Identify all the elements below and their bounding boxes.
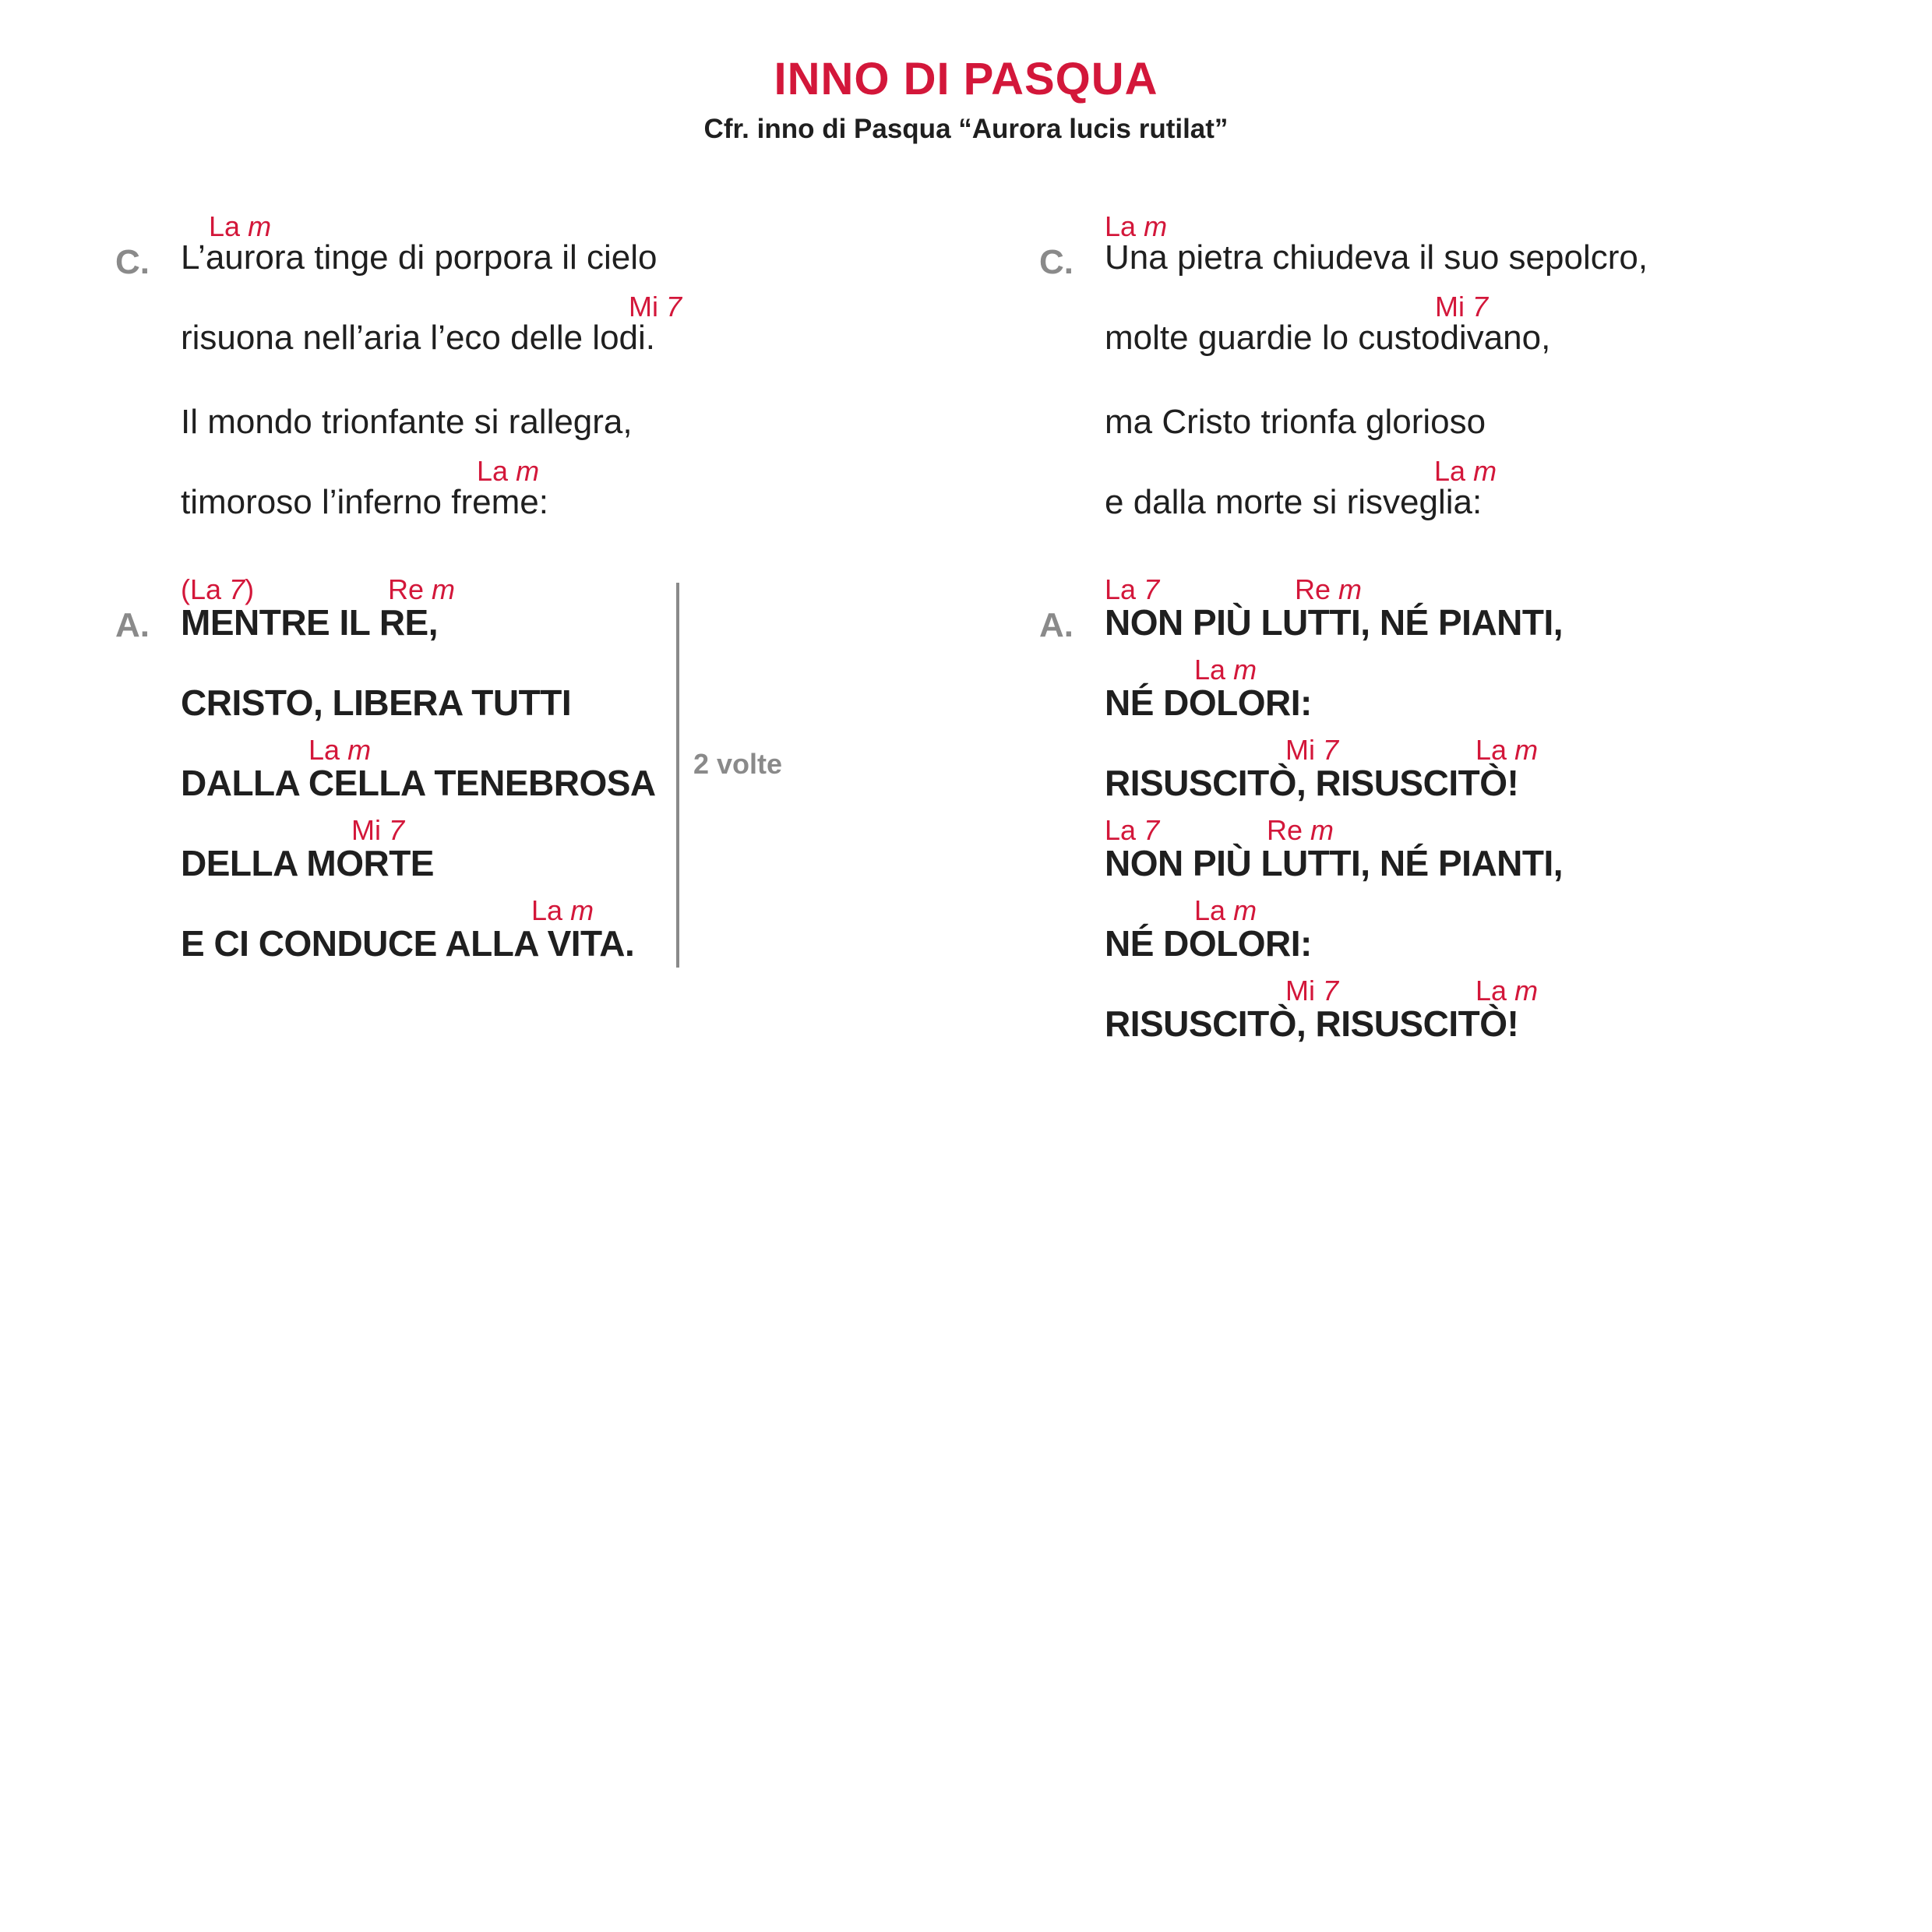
assembly-label: A. [1039,606,1074,644]
chord: La m [1475,734,1539,766]
refrain-line [1105,573,1932,654]
lyric-line: MENTRE IL RE, [181,602,439,643]
refrain-line [181,734,1038,815]
refrain-line [1105,894,1932,975]
refrain-line [181,894,1038,975]
chord: La m [477,455,540,487]
lyric-line: NON PIÙ LUTTI, NÉ PIANTI, [1105,843,1564,883]
chord: Mi 7 [1435,291,1489,323]
refrain-line [181,814,1038,895]
repeat-bracket [676,583,679,968]
repeat-label: 2 volte [693,748,783,780]
verse-line [1105,210,1932,291]
song-title: INNO DI PASQUA [774,54,1158,104]
chord: Mi 7 [1285,734,1339,766]
lyric-line: NÉ DOLORI: [1105,682,1312,723]
chord: La m [209,210,272,242]
verse-line [1105,375,1932,456]
cantor-label: C. [1039,243,1074,281]
chord: La m [1475,975,1539,1007]
refrain-line [1105,814,1932,895]
chord: La m [1194,654,1257,686]
lyric-line: E CI CONDUCE ALLA VITA. [181,923,635,964]
chord: Mi 7 [1285,975,1339,1007]
chord: La m [1194,894,1257,926]
refrain-line [1105,654,1932,735]
lyric-line: ma Cristo trionfa glorioso [1105,403,1486,441]
lyric-line: NON PIÙ LUTTI, NÉ PIANTI, [1105,602,1564,643]
chord: Re m [1267,814,1334,846]
lyric-line: DALLA CELLA TENEBROSA [181,763,656,803]
chord: Mi 7 [629,291,682,323]
lyric-line: molte guardie lo custodivano, [1105,319,1551,357]
verse-line [181,375,1038,456]
chord: La m [531,894,594,926]
chord: La m [308,734,372,766]
chord: Re m [1295,573,1363,605]
verse-line [1105,291,1932,372]
verse-line [181,210,1038,291]
verse-line [181,291,1038,372]
lyric-line: Il mondo trionfante si rallegra, [181,403,633,441]
refrain-line [181,573,1038,654]
lyric-line: risuona nell’aria l’eco delle lodi. [181,319,656,357]
chord: La m [1105,210,1168,242]
song-subtitle: Cfr. inno di Pasqua “Aurora lucis rutilat” [703,114,1229,144]
lyric-line: DELLA MORTE [181,843,434,883]
refrain-line [1105,734,1932,815]
lyric-line: RISUSCITÒ, RISUSCITÒ! [1105,763,1519,803]
lyric-line: e dalla morte si risveglia: [1105,483,1482,521]
verse-line [1105,455,1932,536]
lyric-line: L’aurora tinge di porpora il cielo [181,238,658,277]
verse-line [181,455,1038,536]
lyric-line: CRISTO, LIBERA TUTTI [181,682,572,723]
refrain-line [1105,975,1932,1056]
cantor-label: C. [115,243,150,281]
chord: La m [1434,455,1497,487]
chord: La 7 [1105,573,1160,605]
chord: Re m [388,573,456,605]
chord: Mi 7 [351,814,405,846]
chord: (La 7) [181,573,255,605]
assembly-label: A. [115,606,150,644]
lyric-line: Una pietra chiudeva il suo sepolcro, [1105,238,1648,277]
refrain-line [181,654,1038,735]
lyric-line: RISUSCITÒ, RISUSCITÒ! [1105,1003,1519,1044]
chord: La 7 [1105,814,1160,846]
lyric-line: NÉ DOLORI: [1105,923,1312,964]
lyric-line: timoroso l’inferno freme: [181,483,548,521]
